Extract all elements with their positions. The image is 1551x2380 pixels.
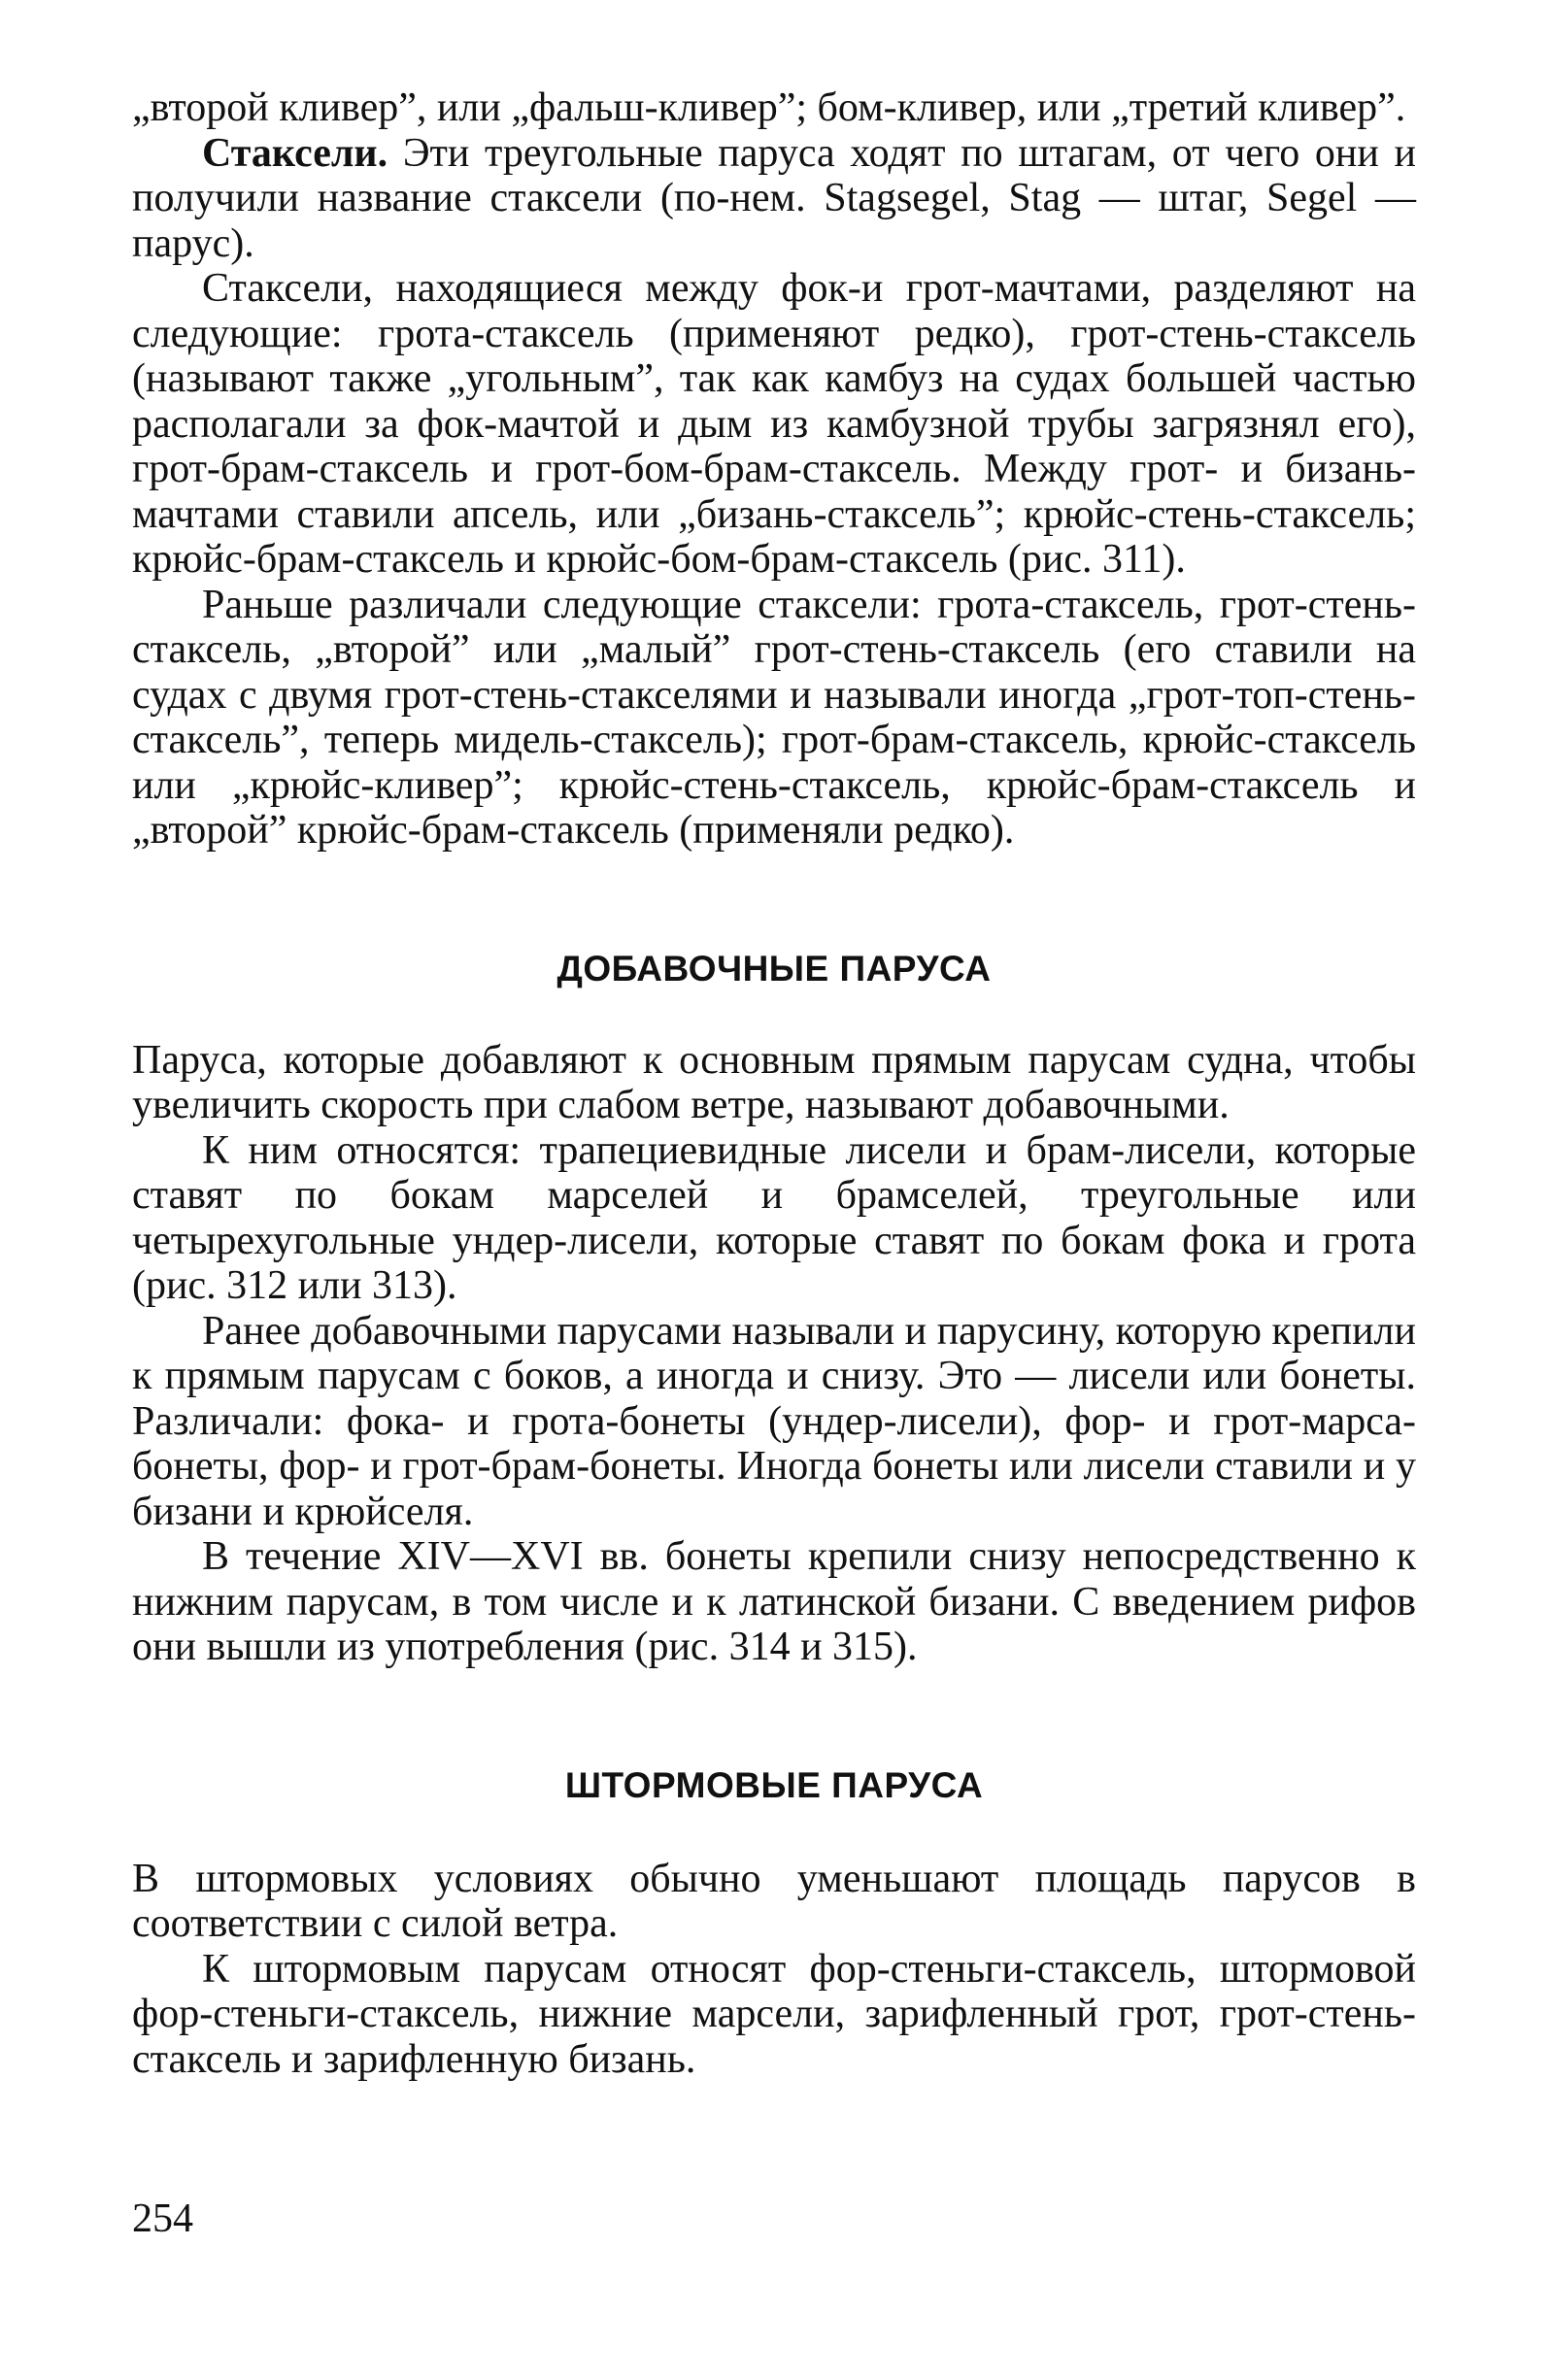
heading-shtormovye-parusa: ШТОРМОВЫЕ ПАРУСА [564,1764,984,1805]
paragraph-bonety: Ранее добавочными парусами называли и парусину, которую крепили к прямым парусам с боков, а иногда и снизу. Это — лисели или бонеты. Различали: фока- и грота-бонеты (ундер-лисели), фор- и грот-марса-бонеты, фор- и грот-брам-бонеты. Иногда бонеты или лисели ставили и у бизани и крюйселя. [132,1308,1416,1534]
heading-dobavochnye-parusa: ДОБАВОЧНЫЕ ПАРУСА [556,948,992,989]
paragraph-staksel-definition-text: Эти треугольные паруса ходят по штагам, от чего они и получили название стаксели (по-нем. Stagsegel, Stag — штаг, Segel — парус). [132,130,1416,266]
paragraph-bonety-history: В течение XIV—XVI вв. бонеты крепили снизу непосредственно к нижним парусам, в том числе и к латинской бизани. С введением рифов они вышли из употребления (рис. 314 и 315). [132,1534,1416,1669]
term-staksel: Стаксели. [202,130,388,176]
paragraph-staksel-definition [132,131,1416,267]
paragraph-dobavochnye-definition: Паруса, которые добавляют к основным прямым парусам судна, чтобы увеличить скорость при слабом ветре, называют добавочными. [132,1037,1416,1127]
paragraph-liseli: К ним относятся: трапециевидные лисели и брам-лисели, которые ставят по бокам марселей и брамселей, треугольные или четырехугольные ундер-лисели, которые ставят по бокам фока и грота (рис. 312 или 313). [132,1127,1416,1308]
page-number: 254 [132,2196,193,2241]
page-body [132,85,1416,2082]
paragraph-staksel-historic: Раньше различали следующие стаксели: грота-стаксель, грот-стень-стаксель, „второй” или „малый” грот-стень-стаксель (его ставили на судах с двумя грот-стень-стакселями и называли иногда „грот-топ-стень-стаксель”, теперь мидель-стаксель); грот-брам-стаксель, крюйс-стаксель или „крюйс-кливер”; крюйс-стень-стаксель, крюйс-брам-стаксель и „второй” крюйс-брам-стаксель (применяли редко). [132,582,1416,853]
paragraph-kliver-continuation: „второй кливер”, или „фальш-кливер”; бом-кливер, или „третий кливер”. [132,85,1406,130]
paragraph-staksel-types: Стаксели, находящиеся между фок-и грот-мачтами, разделяют на следующие: грота-стаксель (применяют редко), грот-стень-стаксель (называют также „угольным”, так как камбуз на судах большей частью располагали за фок-мачтой и дым из камбузной трубы загрязнял его), грот-брам-стаксель и грот-бом-брам-стаксель. Между грот- и бизань-мачтами ставили апсель, или „бизань-стаксель”; крюйс-стень-стаксель; крюйс-брам-стаксель и крюйс-бом-брам-стаксель (рис. 311). [132,266,1416,582]
paragraph-shtormovye-definition: В штормовых условиях обычно уменьшают площадь парусов в соответствии с силой ветра. [132,1856,1416,1946]
paragraph-shtormovye-list: К штормовым парусам относят фор-стеньги-стаксель, штормовой фор-стеньги-стаксель, нижние марсели, зарифленный грот, грот-стень-стаксель и зарифленную бизань. [132,1946,1416,2082]
